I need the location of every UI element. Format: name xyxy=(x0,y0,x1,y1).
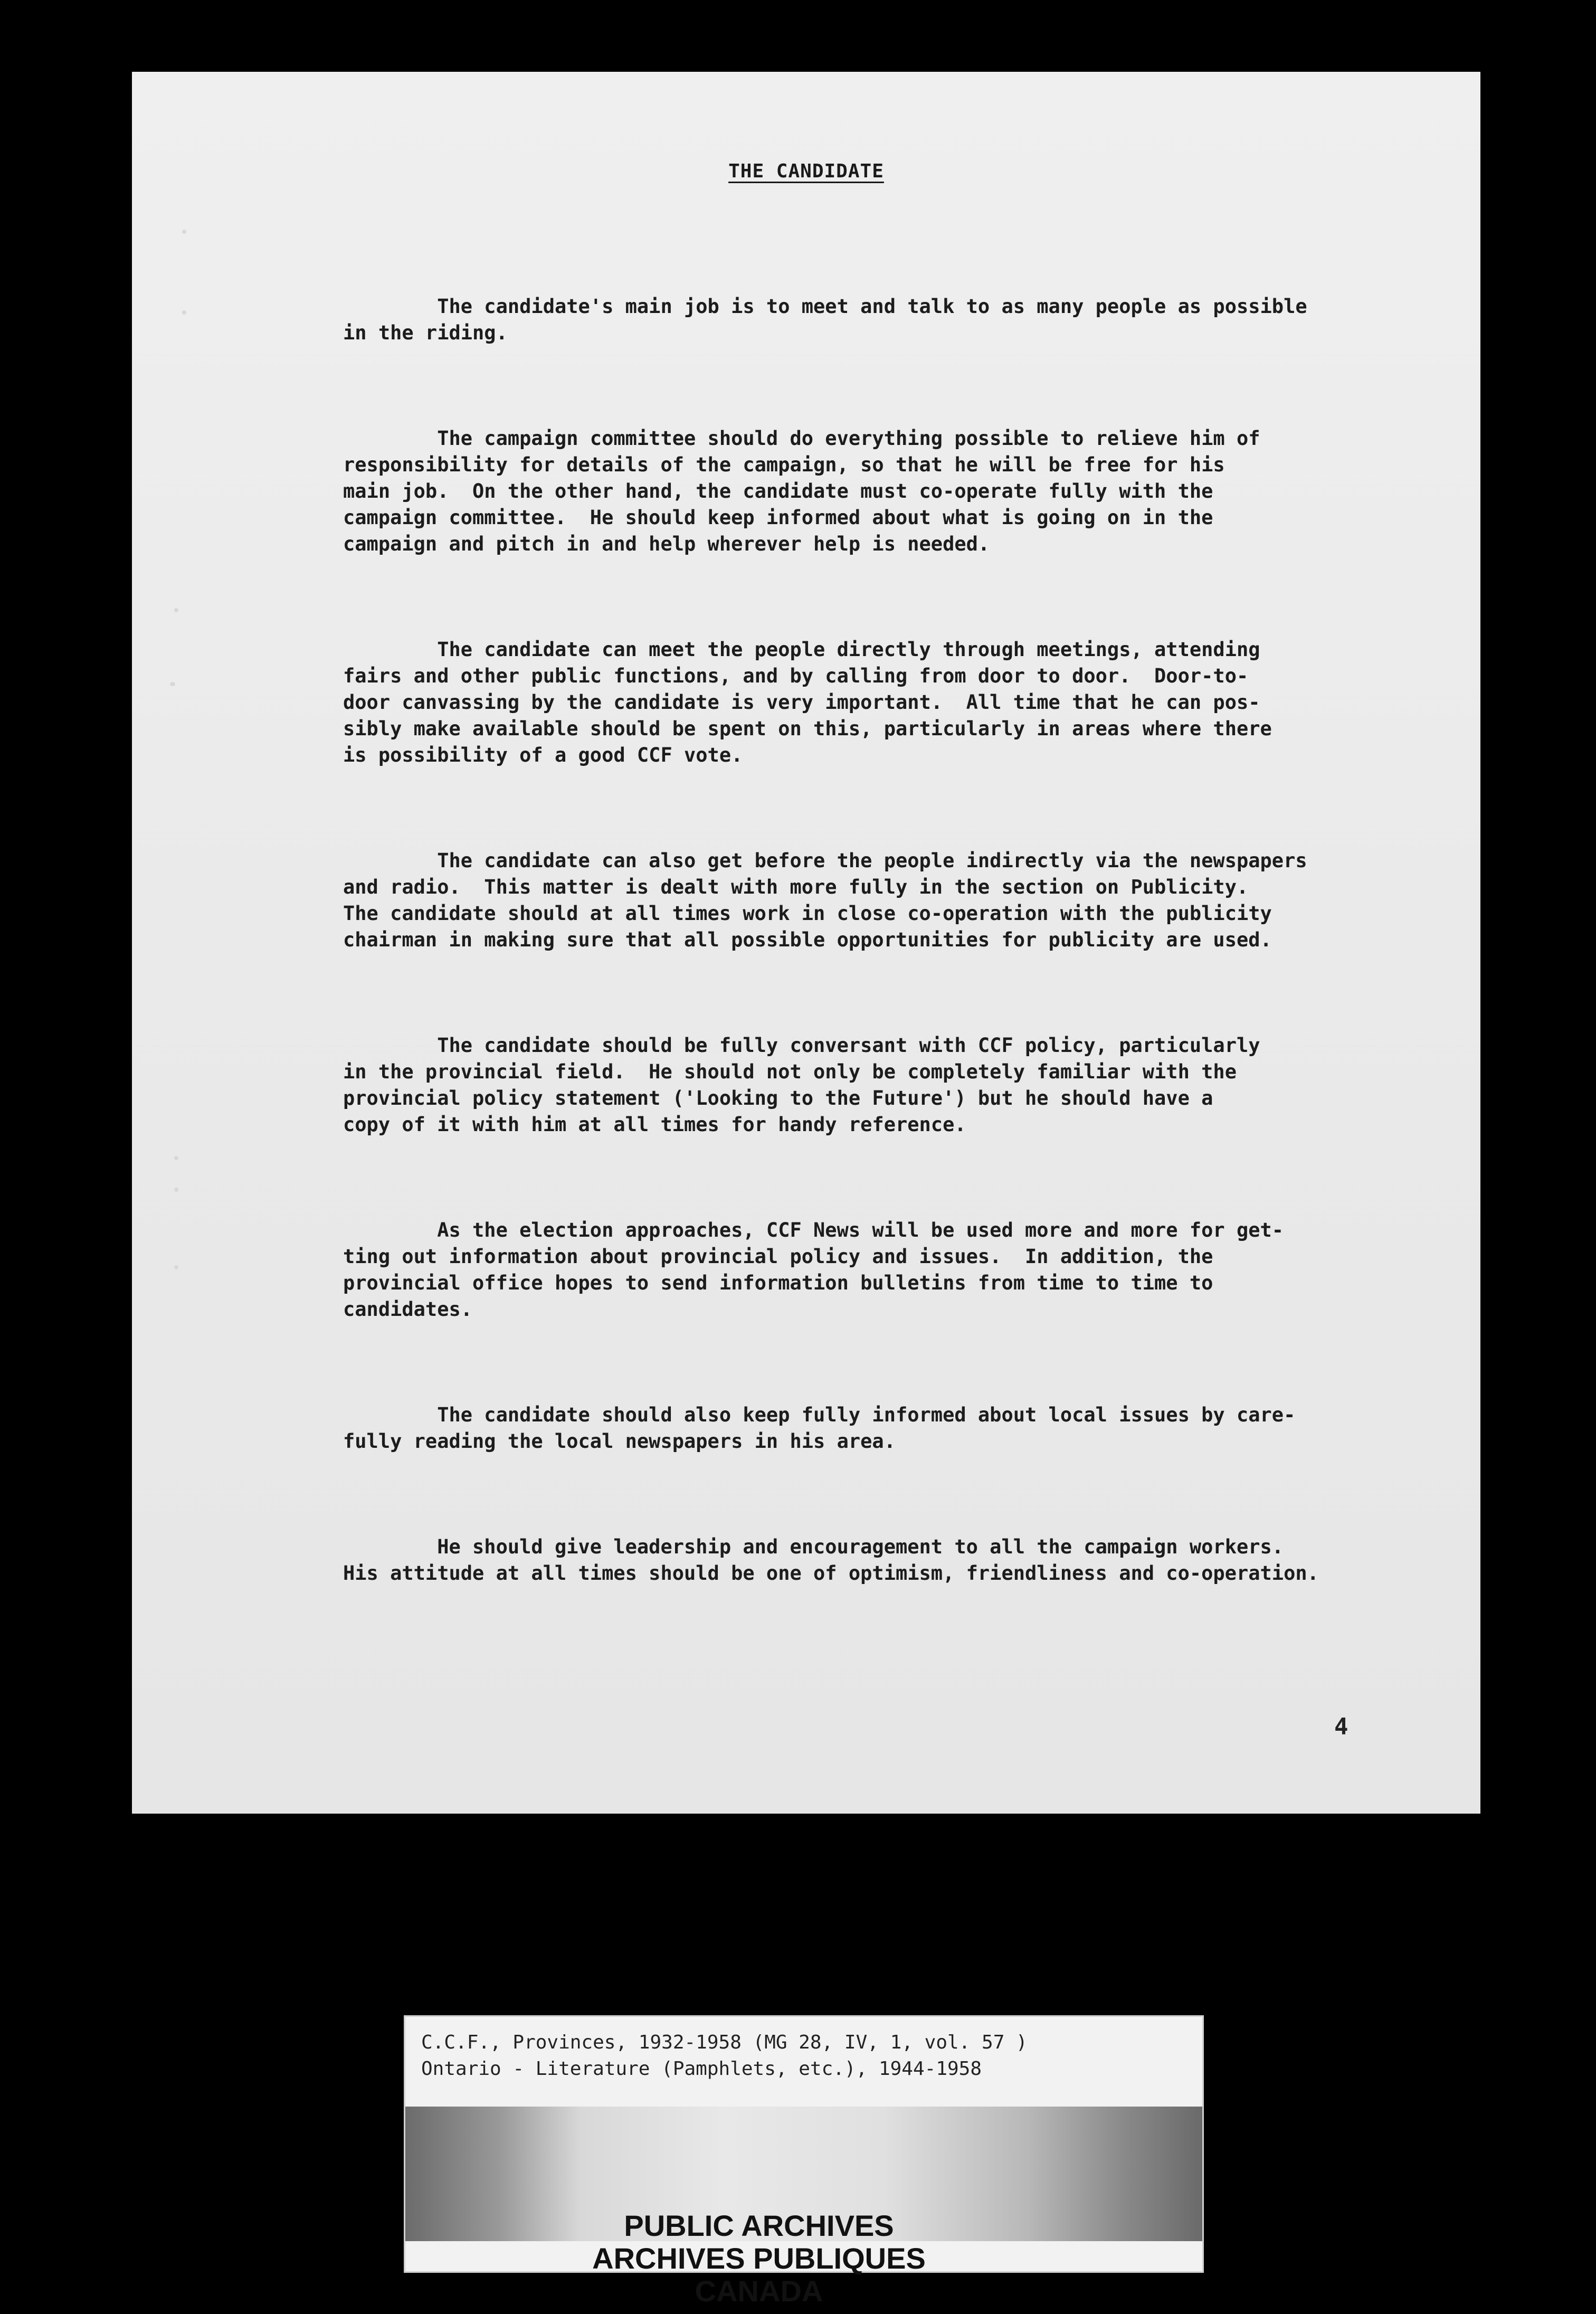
archives-label-french: ARCHIVES PUBLIQUES xyxy=(592,2242,926,2275)
paragraph-2: The campaign committee should do everything possible to relieve him of responsibility for details of the campaign, so that he will be free for his main job. On the other hand, the candidate must co-operate fully with the campaign committee. He should keep informed about what is going on in the campaign and pitch in and help wherever help is needed. xyxy=(343,427,1260,555)
margin-speck xyxy=(182,230,186,234)
margin-speck xyxy=(174,1188,178,1192)
stamp-collection-line: C.C.F., Provinces, 1932-1958 (MG 28, IV, 1, vol. 57 ) xyxy=(421,2032,1028,2053)
page-number: 4 xyxy=(1334,1713,1348,1740)
paragraph-8: He should give leadership and encouragement to all the campaign workers. His attitude at all times should be one of optimism, friendliness and co-operation. xyxy=(343,1535,1319,1585)
paragraph-1: The candidate's main job is to meet and talk to as many people as possible in the riding. xyxy=(343,295,1307,344)
archive-stamp xyxy=(404,2015,1204,2308)
document-title: THE CANDIDATE xyxy=(728,160,884,182)
paragraph-4: The candidate can also get before the people indirectly via the newspapers and radio. This matter is dealt with more fully in the section on Publicity. The candidate should at all times work in close co-operation with the publicity chairman in making sure that all possible opportunities for publicity are used. xyxy=(343,849,1307,951)
margin-speck xyxy=(170,682,175,686)
archives-label-country: CANADA xyxy=(695,2274,823,2308)
margin-speck xyxy=(174,1265,178,1269)
document-body xyxy=(343,241,1425,1666)
margin-speck xyxy=(174,1156,178,1160)
paragraph-6: As the election approaches, CCF News will be used more and more for get- ting out information about provincial policy and issues. In addition, the provincial office hopes to send information bulletins from time to time to candidates. xyxy=(343,1219,1284,1321)
margin-speck xyxy=(174,608,178,612)
archive-label-band xyxy=(405,2107,1202,2308)
archives-label-english: PUBLIC ARCHIVES xyxy=(624,2209,894,2242)
margin-speck xyxy=(182,310,186,315)
archives-label xyxy=(548,2209,970,2308)
paragraph-3: The candidate can meet the people directly through meetings, attending fairs and other public functions, and by calling from door to door. Door-to- door canvassing by the candidate is very important. All time that he can pos- sibly make available should be spent on this, particularly in areas where there is possibility of a good CCF vote. xyxy=(343,638,1272,766)
document-page xyxy=(132,72,1480,1814)
stamp-subject-line: Ontario - Literature (Pamphlets, etc.), 1944-1958 xyxy=(421,2058,982,2080)
paragraph-7: The candidate should also keep fully informed about local issues by care- fully reading the local newspapers in his area. xyxy=(343,1403,1296,1453)
paragraph-5: The candidate should be fully conversant with CCF policy, particularly in the provincial field. He should not only be completely familiar with the provincial policy statement ('Looking to the Future') but he should have a copy of it with him at all times for handy reference. xyxy=(343,1034,1260,1136)
